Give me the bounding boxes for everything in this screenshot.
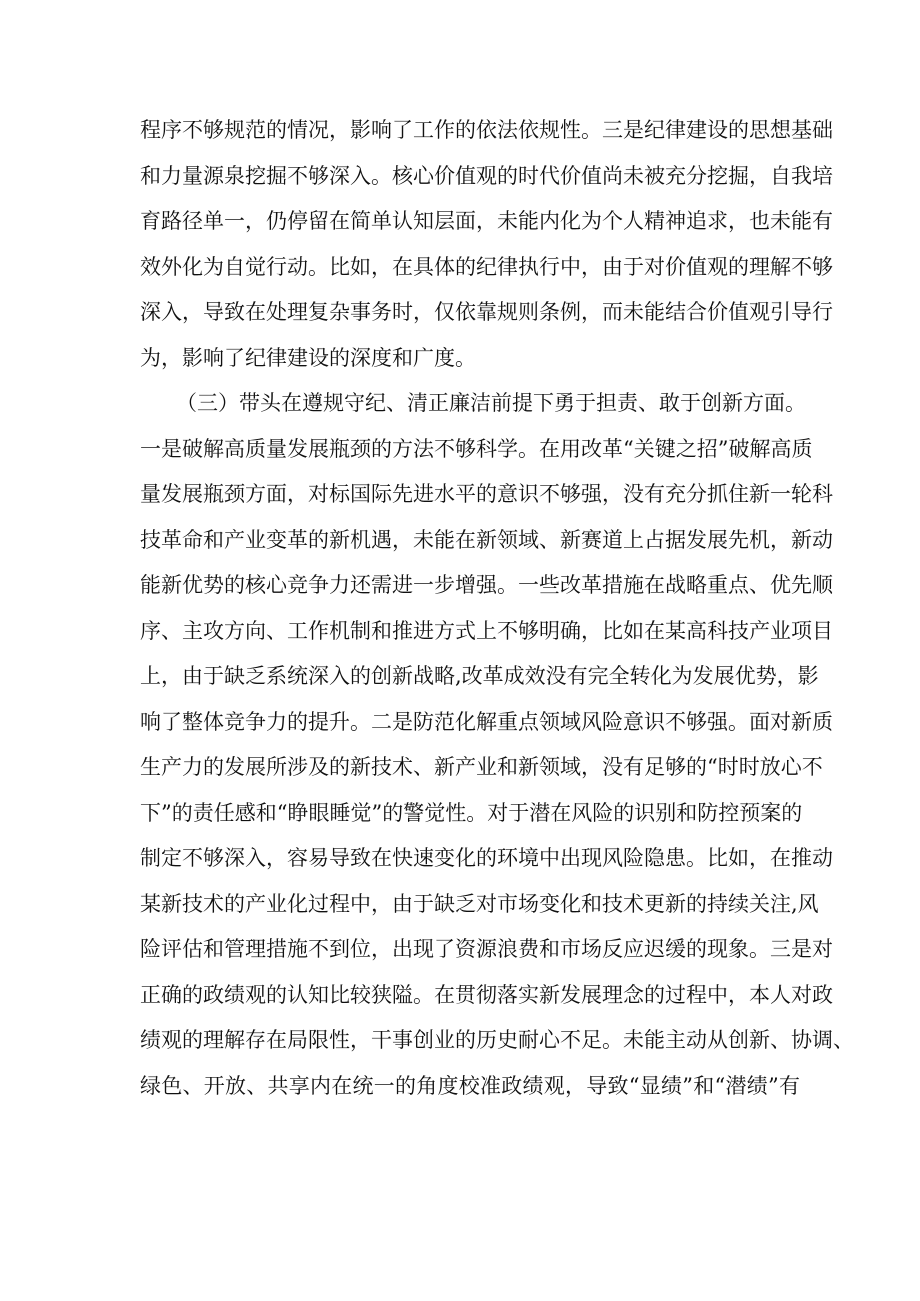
text-line: 某新技术的产业化过程中，由于缺乏对市场变化和技术更新的持续关注,风 (140, 891, 819, 916)
text-line: 效外化为自觉行动。比如，在具体的纪律执行中，由于对价值观的理解不够 (140, 254, 833, 279)
text-line: 制定不够深入，容易导致在快速变化的环境中出现风险隐患。比如，在推动 (140, 846, 833, 870)
text-line: 技革命和产业变革的新机遇，未能在新领域、新赛道上占据发展先机，新动 (140, 527, 833, 552)
text-line: 为，影响了纪律建设的深度和广度。 (140, 345, 476, 370)
text-line: 一是破解高质量发展瓶颈的方法不够科学。在用改革“关键之招”破解高质 (140, 436, 813, 461)
body-text (140, 108, 854, 1109)
text-line: 量发展瓶颈方面，对标国际先进水平的意识不够强，没有充分抓住新一轮科 (140, 482, 833, 506)
text-line: 生产力的发展所涉及的新技术、新产业和新领域，没有足够的“时时放心不 (140, 755, 823, 779)
text-line: 序、主攻方向、工作机制和推进方式上不够明确，比如在某高科技产业项目 (140, 618, 833, 643)
text-line: 深入，导致在处理复杂事务时，仅依靠规则条例，而未能结合价值观引导行 (140, 300, 833, 324)
text-line: 响了整体竞争力的提升。二是防范化解重点领域风险意识不够强。面对新质 (140, 709, 833, 734)
text-line: 和力量源泉挖掘不够深入。核心价值观的时代价值尚未被充分挖掘，自我培 (140, 163, 833, 188)
text-line: 上，由于缺乏系统深入的创新战略,改革成效没有完全转化为发展优势，影 (140, 664, 819, 688)
text-line: 育路径单一，仍停留在简单认知层面，未能内化为个人精神追求，也未能有 (140, 209, 833, 233)
text-line: 程序不够规范的情况，影响了工作的依法依规性。三是纪律建设的思想基础 (140, 118, 833, 142)
text-line: 绩观的理解存在局限性，干事创业的历史耐心不足。未能主动从创新、协调、 (140, 1028, 854, 1052)
text-line: 绿色、开放、共享内在统一的角度校准政绩观，导致“显绩”和“潜绩”有 (140, 1073, 800, 1098)
text-line: 下”的责任感和“睁眼睡觉”的警觉性。对于潜在风险的识别和防控预案的 (140, 800, 803, 825)
section-heading: （三）带头在遵规守纪、清正廉洁前提下勇于担责、敢于创新方面。 (176, 391, 806, 415)
text-line: 险评估和管理措施不到位，出现了资源浪费和市场反应迟缓的现象。三是对 (140, 937, 833, 961)
text-line: 能新优势的核心竞争力还需进一步增强。一些改革措施在战略重点、优先顺 (140, 573, 833, 597)
text-line: 正确的政绩观的认知比较狭隘。在贯彻落实新发展理念的过程中，本人对政 (140, 982, 833, 1007)
